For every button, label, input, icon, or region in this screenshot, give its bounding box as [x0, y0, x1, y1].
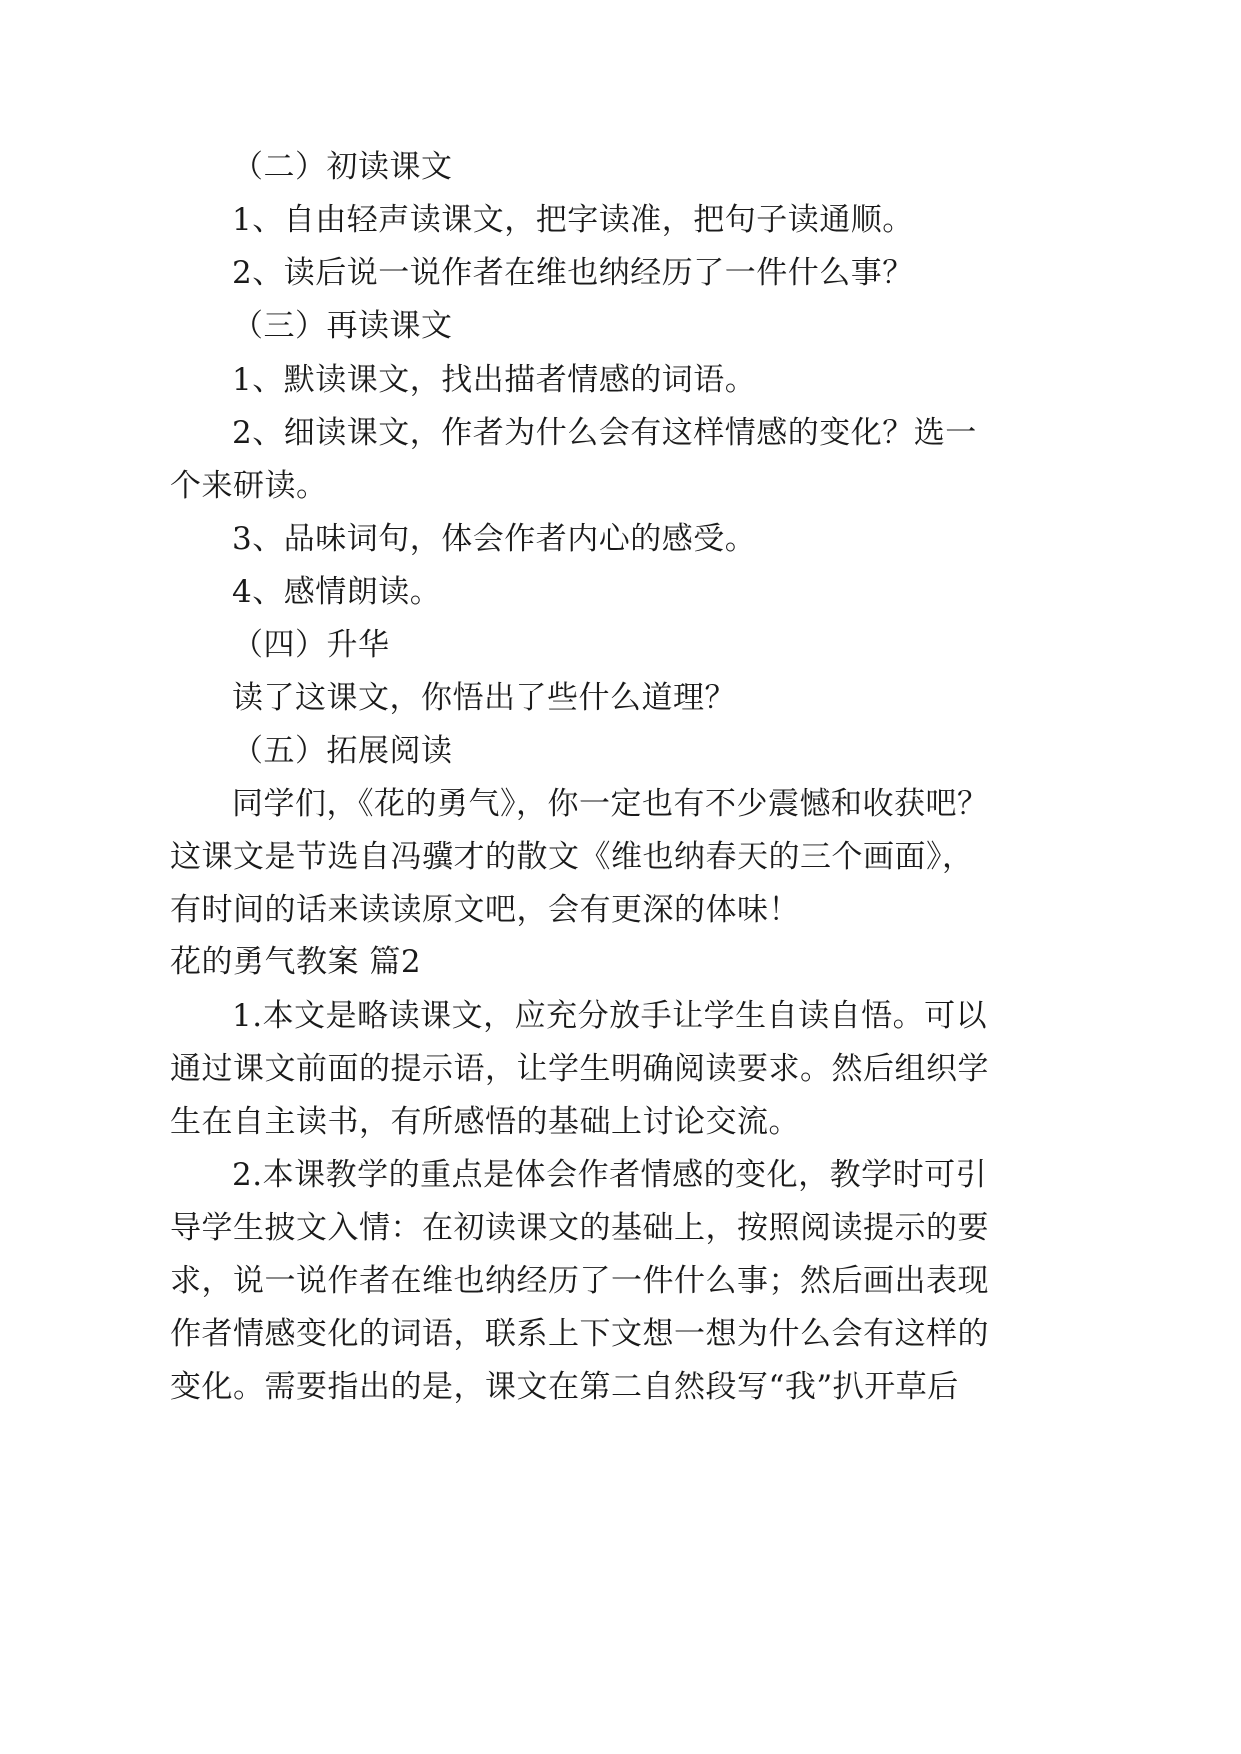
paragraph-line: 求，说一说作者在维也纳经历了一件什么事；然后画出表现 — [170, 1263, 989, 1299]
paragraph-line: 作者情感变化的词语，联系上下文想一想为什么会有这样的 — [170, 1316, 989, 1352]
paragraph-line: 有时间的话来读读原文吧，会有更深的体味！ — [170, 892, 800, 928]
paragraph-line: 1、默读课文，找出描者情感的词语。 — [232, 362, 757, 398]
paragraph-line: 2.本课教学的重点是体会作者情感的变化，教学时可引 — [232, 1157, 988, 1193]
paragraph-line: 个来研读。 — [170, 468, 328, 504]
paragraph-line: 通过课文前面的提示语，让学生明确阅读要求。然后组织学 — [170, 1051, 989, 1087]
paragraph-line: 1、自由轻声读课文，把字读准，把句子读通顺。 — [232, 202, 914, 238]
paragraph-line: 同学们，《花的勇气》，你一定也有不少震憾和收获吧？ — [232, 786, 989, 822]
heading-chudu: （二）初读课文 — [232, 149, 453, 185]
paragraph-line: 4、感情朗读。 — [232, 574, 442, 610]
heading-zaidu: （三）再读课文 — [232, 308, 453, 344]
heading-tuozhan: （五）拓展阅读 — [232, 733, 453, 769]
paragraph-line: 2、读后说一说作者在维也纳经历了一件什么事？ — [232, 255, 914, 291]
paragraph-line: 读了这课文，你悟出了些什么道理？ — [232, 680, 736, 716]
paragraph-line: 导学生披文入情：在初读课文的基础上，按照阅读提示的要 — [170, 1210, 989, 1246]
heading-shenghua: （四）升华 — [232, 627, 390, 663]
paragraph-line: 1.本文是略读课文，应充分放手让学生自读自悟。可以 — [232, 998, 988, 1034]
paragraph-line: 生在自主读书，有所感悟的基础上讨论交流。 — [170, 1104, 800, 1140]
paragraph-line: 这课文是节选自冯骥才的散文《维也纳春天的三个画面》， — [170, 839, 974, 875]
paragraph-line: 2、细读课文，作者为什么会有这样情感的变化？选一 — [232, 415, 977, 451]
paragraph-line: 变化。需要指出的是，课文在第二自然段写“我”扒开草后 — [170, 1369, 959, 1405]
paragraph-line: 3、品味词句，体会作者内心的感受。 — [232, 521, 757, 557]
section-title: 花的勇气教案 篇2 — [170, 944, 422, 980]
